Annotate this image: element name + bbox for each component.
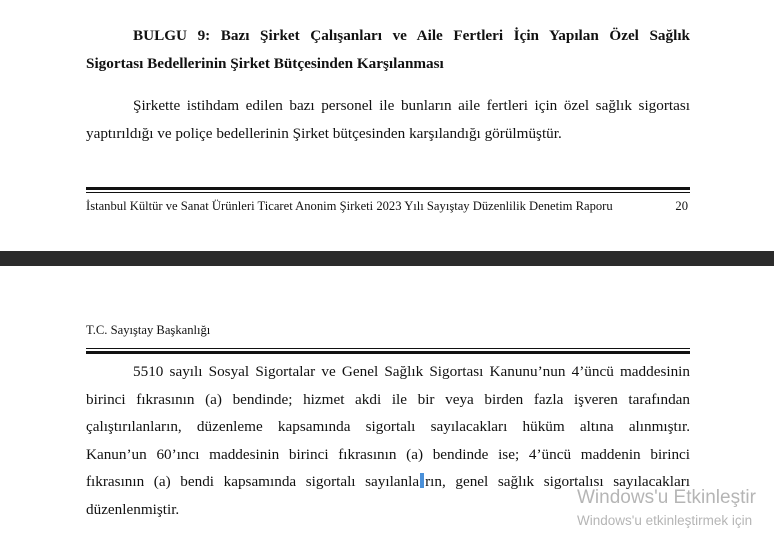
- windows-activation-watermark: [577, 486, 756, 530]
- watermark-title: Windows'u Etkinleştir: [577, 487, 756, 508]
- page-header: T.C. Sayıştay Başkanlığı: [86, 323, 211, 337]
- footer-report-title: İstanbul Kültür ve Sanat Ürünleri Ticaret Anonim Şirketi 2023 Yılı Sayıştay Düzenlilik Denetim Raporu: [86, 199, 613, 213]
- header-rule-thin: [86, 348, 690, 349]
- footer-rule-thin: [86, 192, 690, 193]
- finding-paragraph-line1: Şirkette istihdam edilen bazı personel ile bunların aile fertleri için özel sağlık sigortası: [133, 97, 690, 114]
- page-number: 20: [675, 199, 688, 213]
- line5-before-cursor: fıkrasının (a) bendi kapsamında sigortalı sayılanla: [86, 473, 420, 490]
- finding-paragraph-line2: yaptırıldığı ve poliçe bedellerinin Şirket bütçesinden karşılandığı görülmüştür.: [86, 125, 562, 142]
- law-paragraph-line1: 5510 sayılı Sosyal Sigortalar ve Genel Sağlık Sigortası Kanunu’nun 4’üncü maddesinin: [133, 363, 690, 380]
- law-paragraph-line3: çalıştırılanların, düzenleme kapsamında sigortalı sayılacakları hüküm altına alınmıştır.: [86, 418, 690, 435]
- line5-after-cursor: rın, genel sağlık sigortalısı sayılacakları: [425, 473, 690, 490]
- page-separator: [0, 251, 774, 266]
- watermark-subtitle: Windows'u etkinleştirmek için: [577, 513, 753, 528]
- law-paragraph-line4: Kanun’un 60’ıncı maddesinin birinci fıkrasının (a) bendinde ise; 4’üncü maddenin birinci: [86, 445, 690, 463]
- finding-heading-line1: BULGU 9: Bazı Şirket Çalışanları ve Aile Fertleri İçin Yapılan Özel Sağlık: [133, 27, 690, 44]
- header-rule-thick: [86, 351, 690, 354]
- law-paragraph-line6: düzenlenmiştir.: [86, 500, 180, 518]
- finding-paragraph: [86, 92, 690, 148]
- law-paragraph-line2: birinci fıkrasının (a) bendinde; hizmet akdi ile bir veya birden fazla işveren tarafından: [86, 390, 690, 408]
- finding-heading-line2: Sigortası Bedellerinin Şirket Bütçesinden Karşılanması: [86, 55, 444, 72]
- finding-heading: [86, 22, 690, 78]
- footer-rule-thick: [86, 187, 690, 190]
- text-cursor-highlight: [420, 473, 424, 488]
- page-footer: [86, 198, 690, 214]
